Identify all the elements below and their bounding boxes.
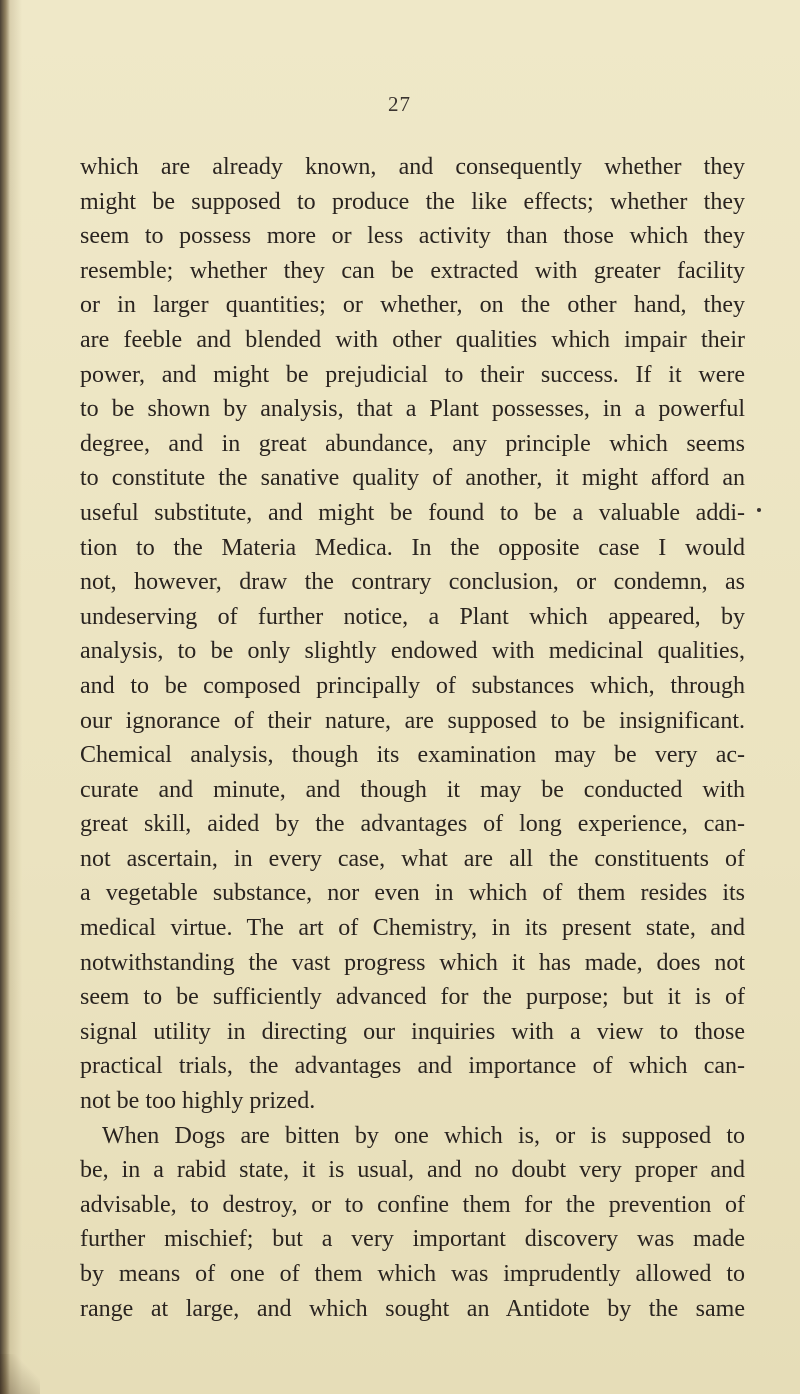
text-line: not ascertain, in every case, what are all the constituents of (80, 845, 745, 872)
text-line: advisable, to destroy, or to confine them for the prevention of (80, 1191, 745, 1218)
text-line: undeserving of further notice, a Plant which appeared, by (80, 603, 745, 630)
text-line: not be too highly prized. (80, 1088, 316, 1115)
text-line: or in larger quantities; or whether, on the other hand, they (80, 292, 745, 319)
page-corner-stain (0, 1354, 40, 1394)
text-line: signal utility in directing our inquiries with a view to those (80, 1018, 745, 1045)
binding-shadow (0, 0, 10, 1394)
text-line: practical trials, the advantages and importance of which can- (80, 1053, 745, 1080)
margin-mark (757, 508, 761, 512)
text-line: notwithstanding the vast progress which it has made, does not (80, 949, 745, 976)
text-line: medical virtue. The art of Chemistry, in its present state, and (80, 915, 745, 942)
body-text (80, 150, 745, 1326)
text-line: seem to possess more or less activity than those which they (80, 223, 745, 250)
text-line: great skill, aided by the advantages of long experience, can- (80, 811, 745, 838)
text-line: When Dogs are bitten by one which is, or is supposed to (102, 1122, 745, 1149)
text-line: Chemical analysis, though its examination may be very ac- (80, 742, 745, 769)
text-line: degree, and in great abundance, any principle which seems (80, 430, 745, 457)
text-line: by means of one of them which was imprudently allowed to (80, 1261, 745, 1287)
text-line: range at large, and which sought an Antidote by the same (80, 1295, 745, 1322)
text-line: tion to the Materia Medica. In the opposite case I would (80, 534, 745, 561)
text-line: to be shown by analysis, that a Plant possesses, in a powerful (80, 396, 745, 423)
text-line: our ignorance of their nature, are supposed to be insignificant. (80, 707, 745, 734)
page-number: 27 (388, 92, 411, 116)
text-line: a vegetable substance, nor even in which of them resides its (80, 880, 745, 907)
text-line: not, however, draw the contrary conclusion, or condemn, as (80, 569, 745, 596)
text-line: useful substitute, and might be found to be a valuable addi- (80, 499, 745, 526)
text-line: which are already known, and consequently whether they (80, 154, 745, 180)
text-line: be, in a rabid state, it is usual, and no doubt very proper and (80, 1157, 745, 1184)
text-line: are feeble and blended with other qualities which impair their (80, 326, 745, 353)
text-line: analysis, to be only slightly endowed with medicinal qualities, (80, 638, 745, 665)
text-line: curate and minute, and though it may be conducted with (80, 776, 745, 803)
text-line: power, and might be prejudicial to their success. If it were (80, 361, 745, 388)
text-line: further mischief; but a very important discovery was made (80, 1226, 745, 1253)
text-line: to constitute the sanative quality of another, it might afford an (80, 465, 745, 492)
text-line: resemble; whether they can be extracted with greater facility (80, 257, 745, 284)
text-line: seem to be sufficiently advanced for the purpose; but it is of (80, 984, 745, 1011)
text-line: and to be composed principally of substances which, through (80, 672, 745, 699)
text-line: might be supposed to produce the like effects; whether they (80, 188, 745, 215)
